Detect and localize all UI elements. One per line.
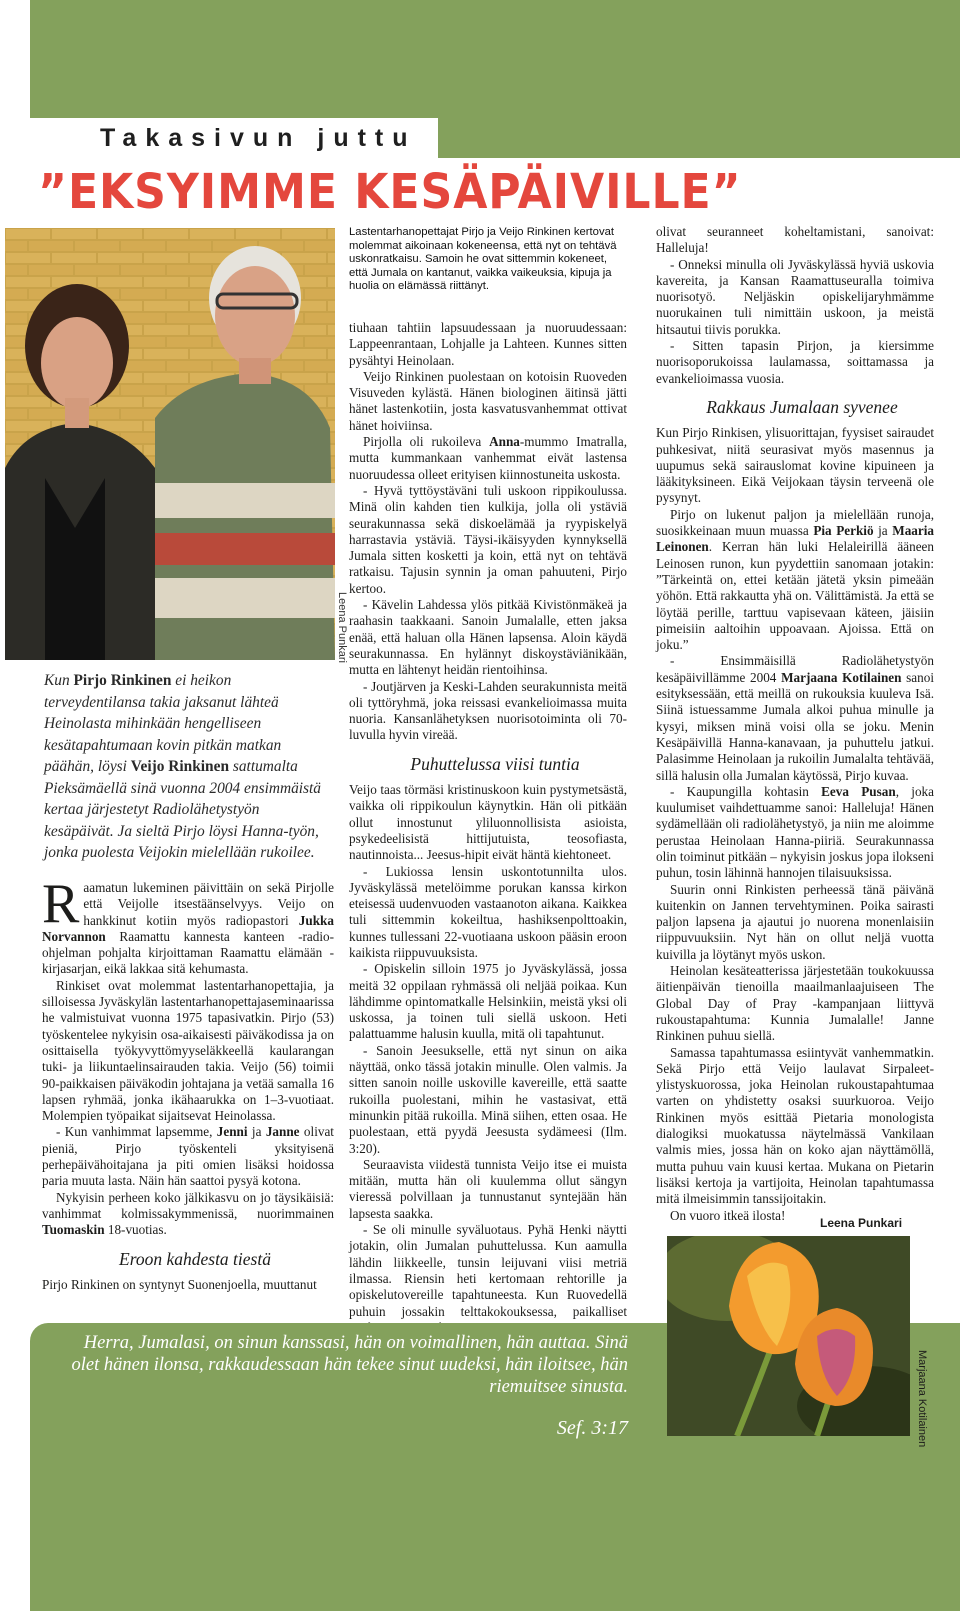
- paragraph: - Kävelin Lahdessa ylös pitkää Kivistönmäkeä ja raahasin taakkaani. Sanoin Jumalalle, etten jaksa enää, että haluan olla Hänen lapsensa. Aloin käydä seurakunnassa. En hylännyt diskoystäviänikään, mutta en lähtenyt heidän rientoihinsa.: [349, 597, 627, 678]
- paragraph: Suurin onni Rinkisten perheessä tänä päivänä kuitenkin on Jannen tervehtyminen. Poika sairasti paljon lapsena ja ajautui jo nuorena monenlaisiin riippuvuuksiin. Nyt hän on ollut neljä vuotta kuivilla ja löytänyt myös uskon.: [656, 881, 934, 962]
- bible-verse: Herra, Jumalasi, on sinun kanssasi, hän on voimallinen, hän auttaa. Sinä olet hänen ilonsa, rakkaudessaan hän tekee sinut uudeksi, hän iloitsee, hän riemuitsee sinusta.: [71, 1333, 628, 1397]
- ingress: Kun Pirjo Rinkinen ei heikon terveydentilansa takia jaksanut lähteä Heinolasta mihinkään hengelliseen kesätapahtumaan kovin pitkän matkan päähän, löysi Veijo Rinkinen sattumalta Pieksämäellä sinä vuonna 2004 ensimmäistä kertaa järjestetyt Radiolähetystyön kesäpäivät. Ja sieltä Pirjo löysi Hanna-työn, jonka puolesta Veijokin mielellään rukoilee.: [44, 672, 322, 861]
- paragraph: Nykyisin perheen koko jälkikasvu on jo täysikäisiä: vanhimmat kolmissakymmenissä, nuorimmainen Tuomaskin 18-vuotias.: [42, 1189, 334, 1238]
- paragraph: olivat seuranneet koheltamistani, sanoivat: Halleluja!: [656, 224, 934, 256]
- tulip-photo-credit: Marjaana Kotilainen: [916, 1350, 928, 1448]
- paragraph: - Kun vanhimmat lapsemme, Jenni ja Janne olivat pieniä, Pirjo työskenteli yksityisenä perhepäivähoitajana ja piti omien lisäksi hoidossa paria muuta lasta. Näin hän saattoi pysyä kotona.: [42, 1124, 334, 1189]
- verse-reference: Sef. 3:17: [556, 1417, 628, 1439]
- paragraph: - Sitten tapasin Pirjon, ja kiersimme nuorisoporukoissa laulamassa, soittamassa ja evankelioimassa vuosia.: [656, 338, 934, 386]
- subheading: Puhuttelussa viisi tuntia: [410, 753, 580, 774]
- paragraph: Rinkiset ovat molemmat lastentarhanopettajia, ja silloisessa Jyväskylän lastentarhanopettajaseminaarissa he valmistuivat vuonna 1975 tapasivatkin. Pirjo (53) työskentelee nykyisin osa-aikaisesti päiväkodissa ja on osittaisella työkyvyttömyyseläkkeellä kaularangan tuki- ja liikuntaelinsairauden takia. Veijo (56) toimii 90-paikkaisen päiväkodin johtajana ja vetää samalla 16 lapsen ryhmää, jonka ikähaarukka on 1–3-vuotiaat. Molempien työpaikat sijaitsevat Heinolassa.: [42, 977, 334, 1124]
- couple-photo: [5, 228, 335, 660]
- paragraph: Kun Pirjo Rinkisen, ylisuorittajan, fyysiset sairaudet puhkesivat, niitä seurasivat myös masennus ja uupumus sekä sairauslomat kovine kipuineen ja lääkityksineen. Eikä Veijokaan täysin terveenä ole pysynyt.: [656, 425, 934, 506]
- paragraph: - Kaupungilla kohtasin Eeva Pusan, joka kuulumiset vaihdettuamme sanoi: Halleluja! Hänen sydämellään oli radiolähetystyö, ja niin me aloimme perustaa Heinolaan Hanna-piiriä. Seurakunnassa olin toiminut pitkään – nykyisin joskus jopa ilokseni puhun, tosin lähinnä hannojen tilaisuuksissa.: [656, 783, 934, 881]
- paragraph: Pirjo on lukenut paljon ja mielellään runoja, suosikkeinaan muun muassa Pia Perkiö ja Maaria Leinonen. Kerran hän luki Helaleirillä ääneen Leinosen runon, kun pyydettiin sanomaan jotakin: ”Tärkeintä on, ettei ketään jätetä yksin pimeään yöhön. Että rakkautta yhä on. Välittämistä. Ja että se löytää perille, tarttuu vapisevaan käteen, jäisiin pimeisiin aaltoihin uppoavaan. Ajoissa. Että on joku.”: [656, 506, 934, 653]
- paragraph: - Onneksi minulla oli Jyväskylässä hyviä uskovia kavereita, ja Kansan Raamattuseuralla toimiva nuorisotyö. Neljäskin opiskelijaryhmämme nuorukainen tuli nimittäin uskoon, ja meistä hitsautui tiivis porukka.: [656, 256, 934, 337]
- paragraph: - Opiskelin silloin 1975 jo Jyväskylässä, jossa meitä 32 oppilaan ryhmässä oli neljää poikaa. Kun lähdimme opintomatkalle Helsinkiin, meistä yksi oli uskossa, ja toinen tuli siellä uskoon. Heti palattuamme halusin kuulla, mitä oli tapahtunut.: [349, 961, 627, 1042]
- paragraph: - Sanoin Jeesukselle, että nyt sinun on aika näyttää, onko tässä jotakin minulle. Olen valmis. Ja sitten sanoin noille uskoville kavereille, että saatte rukoilla puolestani, mihin he vastasivat, että minunkin pitää rukoilla. Minä siihen, etten osaa. He puolestaan, että pyydä Jeesusta sydämeesi (Ilm. 3:20).: [349, 1042, 627, 1156]
- paragraph: Veijo Rinkinen puolestaan on kotoisin Ruoveden Visuveden kylästä. Hänen biologinen äitinsä jätti hänet lastenkotiin, josta kasvatusvanhemmat ottivat hänet hoiviinsa.: [349, 368, 627, 433]
- article-column-1: [42, 873, 334, 1293]
- photo-caption: Lastentarhanopettajat Pirjo ja Veijo Rinkinen kertovat molemmat aikoinaan kokeneensa, että nyt on tehtävä uskonratkaisu. Samoin he ovat sittemmin kokeneet, että Jumala on kantanut, vaikka vaikeuksia, kipuja ja huolia on elämässä riittänyt.: [349, 226, 617, 292]
- paragraph: Heinolan kesäteatterissa järjestetään toukokuussa äitienpäivän tienoilla maailmanlaajuiseen The Global Day of Pray -kampanjaan liittyvä rukoustapahtuma: Kunnia Jumalalle! Janne Rinkinen puhuu siellä.: [656, 963, 934, 1044]
- article-column-3: [656, 224, 934, 1224]
- section-kicker: Takasivun juttu: [100, 124, 417, 152]
- drop-cap: R: [42, 873, 80, 935]
- paragraph: - Joutjärven ja Keski-Lahden seurakunnista meitä oli tyttöryhmä, joka reissasi evankelioimassa muita nuoria. Kansanlähetyksen nuorisotoiminta oli 70-luvulla hyvin vireää.: [349, 678, 627, 743]
- article-headline: ”EKSYIMME KESÄPÄIVILLE”: [38, 164, 742, 220]
- paragraph: Veijo taas törmäsi kristinuskoon kuin pystymetsästä, vaikka oli rippikoulun käynytkin. Hän oli pitkään ollut innostunut yliluonnollisista asioista, psykedeelisistä hittijutuista, teosofiasta, nautinnoista... Jeesus-hipit eivät häntä kiehtoneet.: [349, 782, 627, 863]
- paragraph: Seuraavista viidestä tunnista Veijo itse ei muista mitään, mutta hän oli kuulemma ollut sängyn vieressä polvillaan ja tunnustanut syntejään hän lapsesta saakka.: [349, 1156, 627, 1221]
- subheading: Eroon kahdesta tiestä: [119, 1248, 271, 1269]
- paragraph: On vuoro itkeä ilosta!: [670, 1207, 786, 1223]
- paragraph: - Se oli minulle syväluotaus. Pyhä Henki näytti jotakin, olin Jumalan puhuttelussa. Kun aamulla lähdin liikkeelle, tunsin leijuvani viisi metriä ilmassa. Riensin heti kertomaan rehtorille ja opiskelutovereille tapahtuneesta. Kun Ruovedellä puhuin jossakin telttakokouksessa, paikalliset: [349, 1222, 627, 1319]
- paragraph: - Ensimmäisillä Radiolähetystyön kesäpäivillämme 2004 Marjaana Kotilainen sanoi esityksessään, että meillä on rukouksia kuuleva Isä. Siinä istuessamme Jumala alkoi puhua minulle ja kysyi, miksen minä voisi olla se joku. Menin Kesäpäivillä Hanna-kanavaan, ja puhuttelu jatkui. Palasimme Heinolaan ja rukoilin Jumalalta tehtävää, sillä halusin olla Jumalan käytössä, Pirjo kuvaa.: [656, 653, 934, 783]
- paragraph: tiuhaan tahtiin lapsuudessaan ja nuoruudessaan: Lappeenrantaan, Lohjalle ja Lahteen. Kunnes sitten pysähtyi Heinolaan.: [349, 320, 627, 368]
- paragraph: Samassa tapahtumassa esiintyvät vanhemmatkin. Sekä Pirjo että Veijo laulavat Sirpaleet-ylistyskuorossa, joka Heinolan rukoustapahtumaa varten on yhdistetty osaksi suurkuoroa. Veijo Rinkinen myös esittää Pietaria monologista dialogiksi muokatussa näytelmässä Vankilaan valmis mies, jossa hän on koko ajan näyttämöllä, mutta puhuu vain kuusi kertaa. Mukana on Pietarin lisäksi kertoja ja vartijoita, Heinolan tapahtumassa mitä ilmeisimmin tanssijoitakin.: [656, 1044, 934, 1207]
- paragraph: Raamatun lukeminen päivittäin on sekä Pirjolle että Veijolle itsestäänselvyys. Veijo on hankkinut kotiin myös radiopastori Jukka Norvannon Raamattu kannesta kanteen -radio-ohjelman pohjalta kirjoittaman Raamattu elämään -kirjasarjan, eikä lakkaa sitä kehumasta.: [42, 873, 334, 977]
- article-column-2: [349, 320, 627, 1336]
- paragraph: Pirjo Rinkinen on syntynyt Suonenjoella, muuttanut: [42, 1276, 317, 1292]
- author-signature: Leena Punkari: [820, 1216, 903, 1230]
- paragraph: - Lukiossa lensin uskontotunnilta ulos. Jyväskylässä metelöimme porukan kanssa kirkon eteisessä uudenvuoden vastaanoton aikana. Kaikkea tuli sittemmin kokeiltua, hashiksenpolttoakin, kunnes tullessani 22-vuotiaana uskoon pääsin eroon kaikista riippuvuuksista.: [349, 863, 627, 960]
- photo-credit: Leena Punkari: [336, 592, 348, 663]
- paragraph: - Hyvä tyttöystäväni tuli uskoon rippikoulussa. Minä olin kahden tien kulkija, jolla oli ystäviä seurakunnassa sekä diskoelämää ja ryypiskelyä harrastavia ystäviä. Täysi-ikäisyyden kynnyksellä Jumala sitten kosketti ja koin, että nyt on tehtävä ratkaisu. Tajusin synnin ja oman pahuuteni, Pirjo kertoo.: [349, 482, 627, 596]
- subheading: Rakkaus Jumalaan syvenee: [706, 396, 898, 417]
- paragraph: Pirjolla oli rukoileva Anna-mummo Imatralla, mutta kummankaan vanhemmat eivät lastensa nuoruudessa olleet erityisen kiinnostuneita uskosta.: [349, 434, 627, 482]
- tulip-photo: [667, 1236, 910, 1436]
